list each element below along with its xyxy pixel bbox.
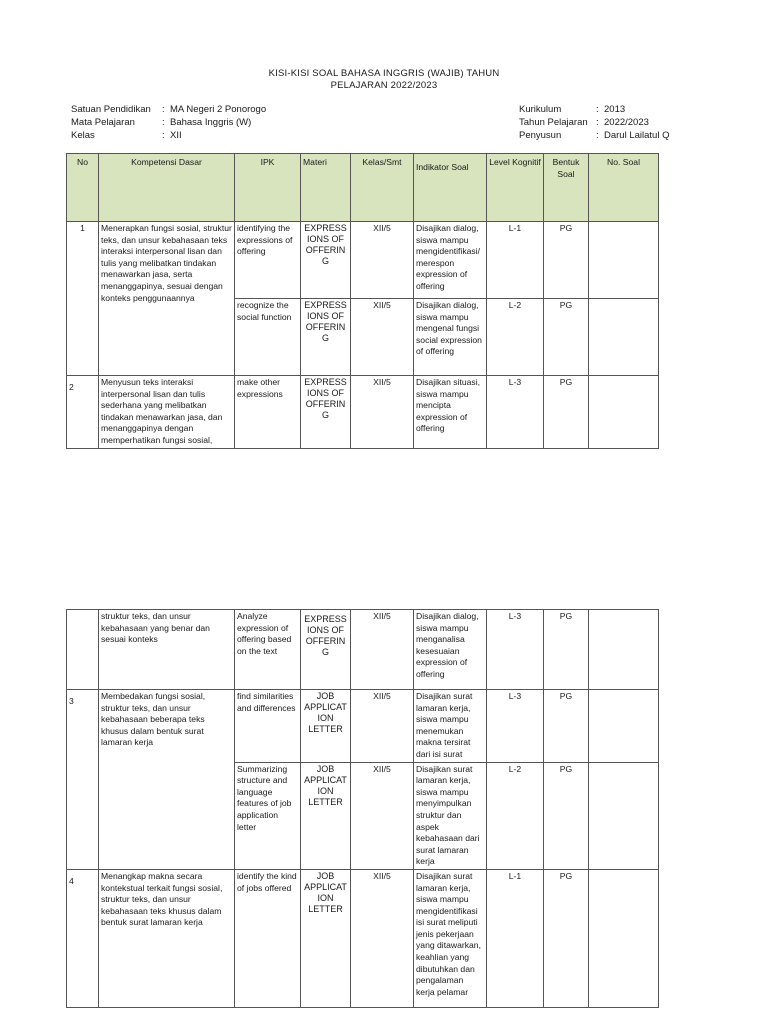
table-row: [67, 222, 659, 299]
table-row: [67, 869, 659, 1007]
cell-ipk: Summarizing structure and language features of job application letter: [235, 762, 301, 869]
cell-no-soal: [589, 869, 659, 1007]
cell-bentuk: PG: [544, 762, 589, 869]
cell-no: [67, 610, 99, 690]
meta-value: Darul Lailatul Q: [604, 130, 670, 141]
cell-indikator: Disajikan situasi, siswa mampu mencipta expression of offering: [414, 376, 487, 449]
meta-sep: :: [596, 117, 599, 128]
cell-no-soal: [589, 762, 659, 869]
kisi-kisi-table-1: [66, 153, 659, 449]
meta-row-penyusun: [519, 129, 669, 142]
cell-ipk: find similarities and differences: [235, 690, 301, 763]
meta-right: [519, 103, 669, 142]
cell-no-soal: [589, 376, 659, 449]
cell-kelas: XII/5: [351, 610, 414, 690]
meta-row-satuan: [71, 103, 266, 116]
cell-indikator: Disajikan dialog, siswa mampu menganalisa kesesuaian expression of offering: [414, 610, 487, 690]
cell-kelas: XII/5: [351, 869, 414, 1007]
meta-value: 2013: [604, 104, 626, 115]
cell-materi: JOB APPLICATION LETTER: [301, 869, 351, 1007]
cell-bentuk: PG: [544, 610, 589, 690]
cell-kompetensi-dasar: Membedakan fungsi sosial, struktur teks, dan unsur kebahasaan beberapa teks khusus dalam bentuk surat lamaran kerja: [99, 690, 235, 870]
meta-row-mapel: [71, 116, 266, 129]
cell-level: L-2: [487, 762, 544, 869]
cell-materi: JOB APPLICATION LETTER: [301, 690, 351, 763]
meta-label: Satuan Pendidikan: [71, 104, 151, 115]
col-header-bentuk: Bentuk Soal: [544, 154, 589, 222]
cell-materi: EXPRESSIONS OF OFFERING: [301, 299, 351, 376]
cell-indikator: Disajikan dialog, siswa mampu mengidentifikasi/merespon expression of offering: [414, 222, 487, 299]
cell-no-soal: [589, 610, 659, 690]
cell-level: L-2: [487, 299, 544, 376]
cell-materi: JOB APPLICATION LETTER: [301, 762, 351, 869]
cell-materi: EXPRESSIONS OF OFFERING: [301, 222, 351, 299]
cell-level: L-3: [487, 610, 544, 690]
cell-kelas: XII/5: [351, 376, 414, 449]
col-header-no: No: [67, 154, 99, 222]
cell-bentuk: PG: [544, 222, 589, 299]
cell-indikator: Disajikan dialog, siswa mampu mengenal fungsi social expression of offering: [414, 299, 487, 376]
table-row: [67, 376, 659, 449]
cell-no-soal: [589, 299, 659, 376]
table-row: [67, 690, 659, 763]
cell-no: 4: [67, 869, 99, 1007]
col-header-kd: Kompetensi Dasar: [99, 154, 235, 222]
meta-sep: :: [162, 104, 165, 115]
cell-no-soal: [589, 690, 659, 763]
cell-ipk: identifying the expressions of offering: [235, 222, 301, 299]
meta-row-kelas: [71, 129, 266, 142]
col-header-kelas: Kelas/Smt: [351, 154, 414, 222]
table-header-row: [67, 154, 659, 222]
cell-bentuk: PG: [544, 690, 589, 763]
kisi-kisi-table-2: [66, 609, 659, 1008]
cell-no-soal: [589, 222, 659, 299]
cell-bentuk: PG: [544, 869, 589, 1007]
meta-left: [71, 103, 266, 142]
meta-row-tahun: [519, 116, 669, 129]
cell-kelas: XII/5: [351, 222, 414, 299]
cell-ipk: recognize the social function: [235, 299, 301, 376]
cell-kompetensi-dasar: Menyusun teks interaksi interpersonal lisan dan tulis sederhana yang melibatkan tindakan menawarkan jasa, dan menanggapinya dengan memperhatikan fungsi sosial,: [99, 376, 235, 449]
meta-label: Tahun Pelajaran: [519, 117, 588, 128]
cell-materi: EXPRESSIONS OF OFFERING: [301, 376, 351, 449]
title-line-1: KISI-KISI SOAL BAHASA INGGRIS (WAJIB) TAHUN: [268, 68, 500, 79]
cell-level: L-1: [487, 869, 544, 1007]
meta-label: Penyusun: [519, 130, 562, 141]
cell-kompetensi-dasar: Menangkap makna secara kontekstual terkait fungsi sosial, struktur teks, dan unsur kebahasaan teks khusus dalam bentuk surat lamaran kerja: [99, 869, 235, 1007]
meta-sep: :: [596, 104, 599, 115]
col-header-indikator: Indikator Soal: [414, 154, 487, 222]
cell-bentuk: PG: [544, 299, 589, 376]
cell-kelas: XII/5: [351, 299, 414, 376]
cell-no: 1: [67, 222, 99, 376]
cell-kompetensi-dasar: struktur teks, dan unsur kebahasaan yang benar dan sesuai konteks: [99, 610, 235, 690]
cell-indikator: Disajikan surat lamaran kerja, siswa mampu mengidentifikasi isi surat meliputi jenis pekerjaan yang ditawarkan, keahlian yang dibutuhkan dan pengalaman kerja pelamar: [414, 869, 487, 1007]
col-header-nosoal: No. Soal: [589, 154, 659, 222]
meta-label: Kurikulum: [519, 104, 562, 115]
cell-ipk: identify the kind of jobs offered: [235, 869, 301, 1007]
cell-materi: EXPRESSIONS OF OFFERING: [301, 610, 351, 690]
meta-value: XII: [170, 130, 182, 141]
cell-bentuk: PG: [544, 376, 589, 449]
col-header-ipk: IPK: [235, 154, 301, 222]
meta-value: 2022/2023: [604, 117, 649, 128]
table-row: [67, 610, 659, 690]
document-title: [0, 68, 768, 92]
cell-level: L-3: [487, 376, 544, 449]
cell-indikator: Disajikan surat lamaran kerja, siswa mampu menemukan makna tersirat dari isi surat: [414, 690, 487, 763]
title-line-2: PELAJARAN 2022/2023: [330, 80, 438, 91]
cell-kelas: XII/5: [351, 690, 414, 763]
cell-no: 2: [67, 376, 99, 449]
col-header-materi: Materi: [301, 154, 351, 222]
cell-kompetensi-dasar: Menerapkan fungsi sosial, struktur teks, dan unsur kebahasaan teks interaksi interpersonal lisan dan tulis yang melibatkan tindakan menawarkan jasa, serta menanggapinya, sesuai dengan konteks penggunaannya: [99, 222, 235, 376]
cell-no: 3: [67, 690, 99, 870]
cell-ipk: make other expressions: [235, 376, 301, 449]
cell-kelas: XII/5: [351, 762, 414, 869]
col-header-level: Level Kognitif: [487, 154, 544, 222]
meta-sep: :: [162, 130, 165, 141]
meta-label: Mata Pelajaran: [71, 117, 135, 128]
meta-sep: :: [596, 130, 599, 141]
meta-value: MA Negeri 2 Ponorogo: [170, 104, 267, 115]
cell-level: L-3: [487, 690, 544, 763]
meta-sep: :: [162, 117, 165, 128]
meta-row-kurikulum: [519, 103, 669, 116]
meta-value: Bahasa Inggris (W): [170, 117, 252, 128]
cell-level: L-1: [487, 222, 544, 299]
cell-ipk: Analyze expression of offering based on the text: [235, 610, 301, 690]
cell-indikator: Disajikan surat lamaran kerja, siswa mampu menyimpulkan struktur dan aspek kebahasaan dari surat lamaran kerja: [414, 762, 487, 869]
meta-label: Kelas: [71, 130, 95, 141]
